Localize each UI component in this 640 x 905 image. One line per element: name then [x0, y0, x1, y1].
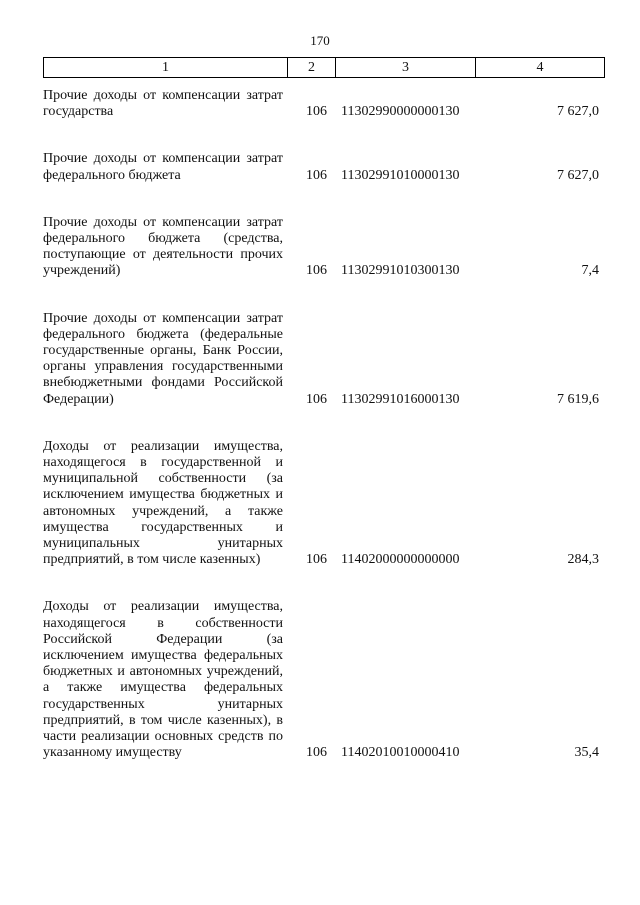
row-description: Прочие доходы от компенсации затрат государства [43, 88, 283, 120]
row-code: 106 [306, 263, 327, 279]
row-classification: 11402000000000000 [341, 552, 460, 568]
header-row [44, 58, 605, 78]
table-row [43, 599, 603, 761]
table-row [43, 151, 603, 183]
row-amount: 7,4 [581, 263, 599, 279]
header-col-1: 1 [44, 58, 288, 78]
header-col-2: 2 [288, 58, 336, 78]
row-description: Прочие доходы от компенсации затрат федерального бюджета (средства, поступающие от деятельности прочих учреждений) [43, 214, 283, 279]
column-header-table [43, 57, 605, 78]
row-code: 106 [306, 167, 327, 183]
table-row [43, 311, 603, 408]
row-classification: 11402010010000410 [341, 745, 460, 761]
header-col-3: 3 [336, 58, 476, 78]
row-amount: 35,4 [574, 745, 599, 761]
row-classification: 11302991010300130 [341, 263, 460, 279]
row-classification: 11302991010000130 [341, 167, 460, 183]
header-col-4: 4 [476, 58, 605, 78]
row-code: 106 [306, 104, 327, 120]
row-description: Доходы от реализации имущества, находящегося в государственной и муниципальной собственности (за исключением имущества бюджетных и автономных учреждений, а также имущества государственных и муниципальных унитарных предприятий, в том числе казенных) [43, 438, 283, 568]
row-code: 106 [306, 552, 327, 568]
row-code: 106 [306, 745, 327, 761]
row-description: Доходы от реализации имущества, находящегося в собственности Российской Федерации (за исключением имущества федеральных бюджетных и автономных учреждений, а также имущества федеральных государственных унитарных предприятий, в том числе казенных), в части реализации основных средств по указанному имуществу [43, 599, 283, 761]
table-row [43, 215, 603, 280]
page-number: 170 [310, 33, 330, 48]
table-body [43, 88, 603, 793]
row-amount: 284,3 [567, 552, 599, 568]
row-amount: 7 627,0 [557, 104, 599, 120]
row-description: Прочие доходы от компенсации затрат федерального бюджета [43, 151, 283, 183]
table-row [43, 439, 603, 569]
row-amount: 7 619,6 [557, 391, 599, 407]
row-description: Прочие доходы от компенсации затрат федерального бюджета (федеральные государственные органы, Банк России, органы управления государственными внебюджетными фондами Российской Федерации) [43, 310, 283, 407]
row-amount: 7 627,0 [557, 167, 599, 183]
row-classification: 11302991016000130 [341, 391, 460, 407]
table-row [43, 88, 603, 120]
row-classification: 11302990000000130 [341, 104, 460, 120]
row-code: 106 [306, 391, 327, 407]
